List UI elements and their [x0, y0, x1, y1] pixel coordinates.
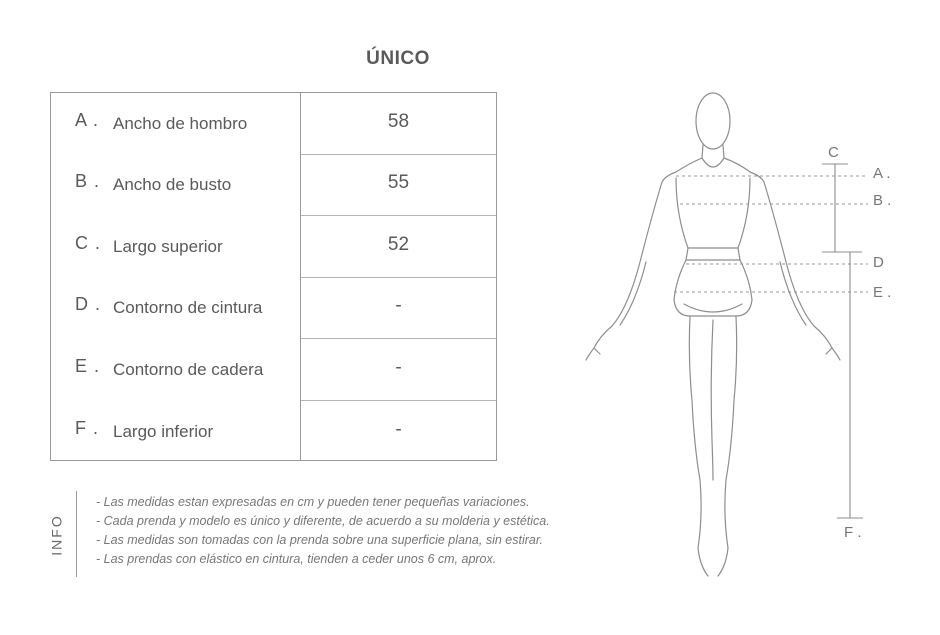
- figure-label-b: B .: [873, 192, 892, 209]
- figure-label-e: E .: [873, 284, 892, 301]
- table-row: [51, 216, 496, 278]
- measure-value: -: [395, 295, 402, 316]
- measurements-table: [50, 92, 497, 461]
- info-note: - Las medidas son tomadas con la prenda sobre una superficie plana, sin estirar.: [96, 533, 544, 547]
- table-row: [51, 277, 496, 339]
- measure-letter: A .: [75, 110, 100, 130]
- measure-label: Contorno de cintura: [113, 298, 263, 317]
- info-notes: [96, 493, 550, 569]
- size-title: ÚNICO: [366, 48, 430, 69]
- info-note: - Cada prenda y modelo es único y diferente, de acuerdo a su molderia y estética.: [96, 514, 550, 528]
- measure-label: Ancho de hombro: [113, 114, 248, 133]
- measure-label: Contorno de cadera: [113, 360, 264, 379]
- info-note: - Las prendas con elástico en cintura, tienden a ceder unos 6 cm, aprox.: [96, 552, 497, 566]
- measure-value: 55: [387, 172, 410, 193]
- figure-label-d: D: [873, 254, 884, 271]
- measure-value: -: [395, 357, 402, 378]
- body-figure-diagram: [575, 85, 915, 585]
- info-note: - Las medidas estan expresadas en cm y pueden tener pequeñas variaciones.: [96, 495, 530, 509]
- measure-letter: F .: [75, 418, 99, 438]
- measure-letter: B .: [75, 171, 101, 191]
- info-label-text: INFO: [48, 514, 65, 556]
- figure-label-c: C: [828, 144, 839, 161]
- measure-letter: C .: [75, 233, 102, 253]
- measure-letter: D .: [75, 294, 102, 314]
- table-row: [51, 154, 496, 216]
- figure-label-a: A .: [873, 165, 891, 182]
- info-label: [48, 515, 68, 555]
- measure-value: -: [395, 419, 402, 440]
- measure-label: Ancho de busto: [113, 175, 232, 194]
- measure-label: Largo superior: [113, 237, 223, 256]
- measure-letter: E .: [75, 356, 101, 376]
- table-row: [51, 93, 496, 155]
- figure-label-f: F .: [844, 524, 862, 541]
- table-row: [51, 339, 496, 401]
- measure-label: Largo inferior: [113, 422, 214, 441]
- table-row: [51, 401, 496, 463]
- measurement-guides: [674, 176, 868, 292]
- info-divider: [76, 491, 77, 577]
- mannequin-figure: [586, 93, 840, 576]
- measure-value: 52: [387, 234, 410, 255]
- measure-value: 58: [387, 111, 410, 132]
